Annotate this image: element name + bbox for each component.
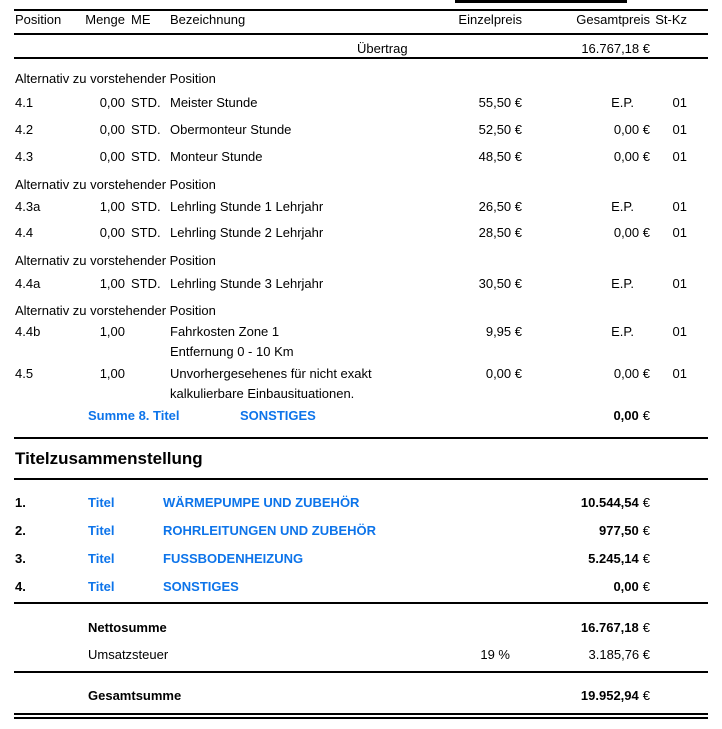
- summary-item-number: 1.: [15, 495, 26, 510]
- note-text: Alternativ zu vorstehender Position: [15, 303, 216, 318]
- stkz-cell: 01: [672, 225, 687, 240]
- me-cell: STD.: [131, 199, 161, 214]
- me-cell: STD.: [131, 122, 161, 137]
- gesamtpreis-cell: 0,00 €: [613, 149, 650, 164]
- netto-value: 16.767,18 €: [580, 620, 650, 635]
- summary-item-value: 5.245,14 €: [588, 551, 650, 566]
- gesamtpreis-cell: 0,00 €: [613, 225, 650, 240]
- tax-rate: 19 %: [480, 647, 510, 662]
- me-cell: STD.: [131, 95, 161, 110]
- summary-item-value: 0,00 €: [613, 579, 650, 594]
- bezeichnung-cell: Lehrling Stunde 2 Lehrjahr: [170, 225, 324, 240]
- position-cell: 4.4a: [15, 276, 41, 291]
- me-cell: STD.: [131, 225, 161, 240]
- summary-item-name: FUSSBODENHEIZUNG: [163, 551, 304, 566]
- gesamtpreis-cell: E.P.: [611, 276, 634, 291]
- uebertrag-rule: [14, 57, 708, 59]
- gesamtpreis-cell: E.P.: [611, 95, 634, 110]
- netto-label: Nettosumme: [88, 620, 167, 635]
- tax-label: Umsatzsteuer: [88, 647, 169, 662]
- total-label: Gesamtsumme: [88, 688, 182, 703]
- gesamtpreis-cell: 0,00 €: [613, 366, 650, 381]
- summary-item-value: 977,50 €: [599, 523, 650, 538]
- summary-item-label: Titel: [88, 495, 115, 510]
- summary-item-label: Titel: [88, 579, 115, 594]
- stkz-cell: 01: [672, 149, 687, 164]
- position-cell: 4.5: [15, 366, 34, 381]
- summary-item-number: 4.: [15, 579, 26, 594]
- menge-cell: 1,00: [99, 324, 125, 339]
- position-cell: 4.2: [15, 122, 34, 137]
- tax-value: 3.185,76 €: [588, 647, 650, 662]
- menge-cell: 1,00: [99, 199, 125, 214]
- einzelpreis-cell: 0,00 €: [485, 366, 522, 381]
- stkz-cell: 01: [672, 276, 687, 291]
- bezeichnung-cell: Monteur Stunde: [170, 149, 263, 164]
- bezeichnung-cell: Meister Stunde: [170, 95, 258, 110]
- column-header-gesamtpreis: Gesamtpreis: [576, 12, 650, 27]
- position-cell: 4.4: [15, 225, 34, 240]
- grand-total-double-rule-bottom: [14, 717, 708, 719]
- einzelpreis-cell: 28,50 €: [478, 225, 522, 240]
- summary-item-number: 2.: [15, 523, 26, 538]
- stkz-cell: 01: [672, 366, 687, 381]
- total-top-rule: [14, 671, 708, 673]
- top-cutoff-rule: [455, 0, 627, 3]
- summary-heading: Titelzusammenstellung: [15, 449, 203, 468]
- total-value: 19.952,94 €: [580, 688, 650, 703]
- section-sum-label: Summe 8. Titel: [88, 408, 180, 423]
- summary-top-rule: [14, 437, 708, 439]
- column-header-menge: Menge: [85, 12, 125, 27]
- column-header-position: Position: [15, 12, 62, 27]
- column-header-stkz: St-Kz: [655, 12, 687, 27]
- bezeichnung-cell: Lehrling Stunde 1 Lehrjahr: [170, 199, 324, 214]
- position-cell: 4.3a: [15, 199, 41, 214]
- header-top-rule: [14, 9, 708, 11]
- menge-cell: 0,00: [99, 149, 125, 164]
- grand-total-double-rule-top: [14, 713, 708, 715]
- note-text: Alternativ zu vorstehender Position: [15, 253, 216, 268]
- me-cell: STD.: [131, 276, 161, 291]
- note-text: Alternativ zu vorstehender Position: [15, 71, 216, 86]
- uebertrag-value: 16.767,18 €: [581, 41, 650, 56]
- einzelpreis-cell: 30,50 €: [478, 276, 522, 291]
- note-text: Alternativ zu vorstehender Position: [15, 177, 216, 192]
- me-cell: STD.: [131, 149, 161, 164]
- gesamtpreis-cell: 0,00 €: [613, 122, 650, 137]
- menge-cell: 1,00: [99, 366, 125, 381]
- menge-cell: 0,00: [99, 95, 125, 110]
- einzelpreis-cell: 26,50 €: [478, 199, 522, 214]
- column-header-me: ME: [131, 12, 151, 27]
- einzelpreis-cell: 9,95 €: [485, 324, 522, 339]
- summary-item-number: 3.: [15, 551, 26, 566]
- stkz-cell: 01: [672, 199, 687, 214]
- position-cell: 4.3: [15, 149, 34, 164]
- summary-item-value: 10.544,54 €: [580, 495, 650, 510]
- stkz-cell: 01: [672, 122, 687, 137]
- gesamtpreis-cell: E.P.: [611, 324, 634, 339]
- position-cell: 4.1: [15, 95, 34, 110]
- bezeichnung-cell: Obermonteur Stunde: [170, 122, 292, 137]
- header-bottom-rule: [14, 33, 708, 35]
- summary-item-label: Titel: [88, 523, 115, 538]
- section-sum-name: SONSTIGES: [240, 408, 316, 423]
- bezeichnung-cell: Fahrkosten Zone 1 Entfernung 0 - 10 Km: [170, 324, 294, 359]
- summary-item-name: WÄRMEPUMPE UND ZUBEHÖR: [163, 495, 360, 510]
- bezeichnung-cell: Lehrling Stunde 3 Lehrjahr: [170, 276, 324, 291]
- einzelpreis-cell: 55,50 €: [478, 95, 522, 110]
- summary-heading-rule: [14, 478, 708, 480]
- gesamtpreis-cell: E.P.: [611, 199, 634, 214]
- summary-item-name: SONSTIGES: [163, 579, 239, 594]
- position-cell: 4.4b: [15, 324, 41, 339]
- summary-item-label: Titel: [88, 551, 115, 566]
- column-header-einzelpreis: Einzelpreis: [458, 12, 522, 27]
- menge-cell: 1,00: [99, 276, 125, 291]
- menge-cell: 0,00: [99, 122, 125, 137]
- uebertrag-label: Übertrag: [357, 41, 408, 56]
- netto-top-rule: [14, 602, 708, 604]
- einzelpreis-cell: 52,50 €: [478, 122, 522, 137]
- stkz-cell: 01: [672, 324, 687, 339]
- summary-item-name: ROHRLEITUNGEN UND ZUBEHÖR: [163, 523, 377, 538]
- stkz-cell: 01: [672, 95, 687, 110]
- menge-cell: 0,00: [99, 225, 125, 240]
- column-header-bezeichnung: Bezeichnung: [170, 12, 246, 27]
- section-sum-value: 0,00 €: [613, 408, 650, 423]
- bezeichnung-cell: Unvorhergesehenes für nicht exakt kalkulierbare Einbausituationen.: [170, 366, 372, 401]
- einzelpreis-cell: 48,50 €: [478, 149, 522, 164]
